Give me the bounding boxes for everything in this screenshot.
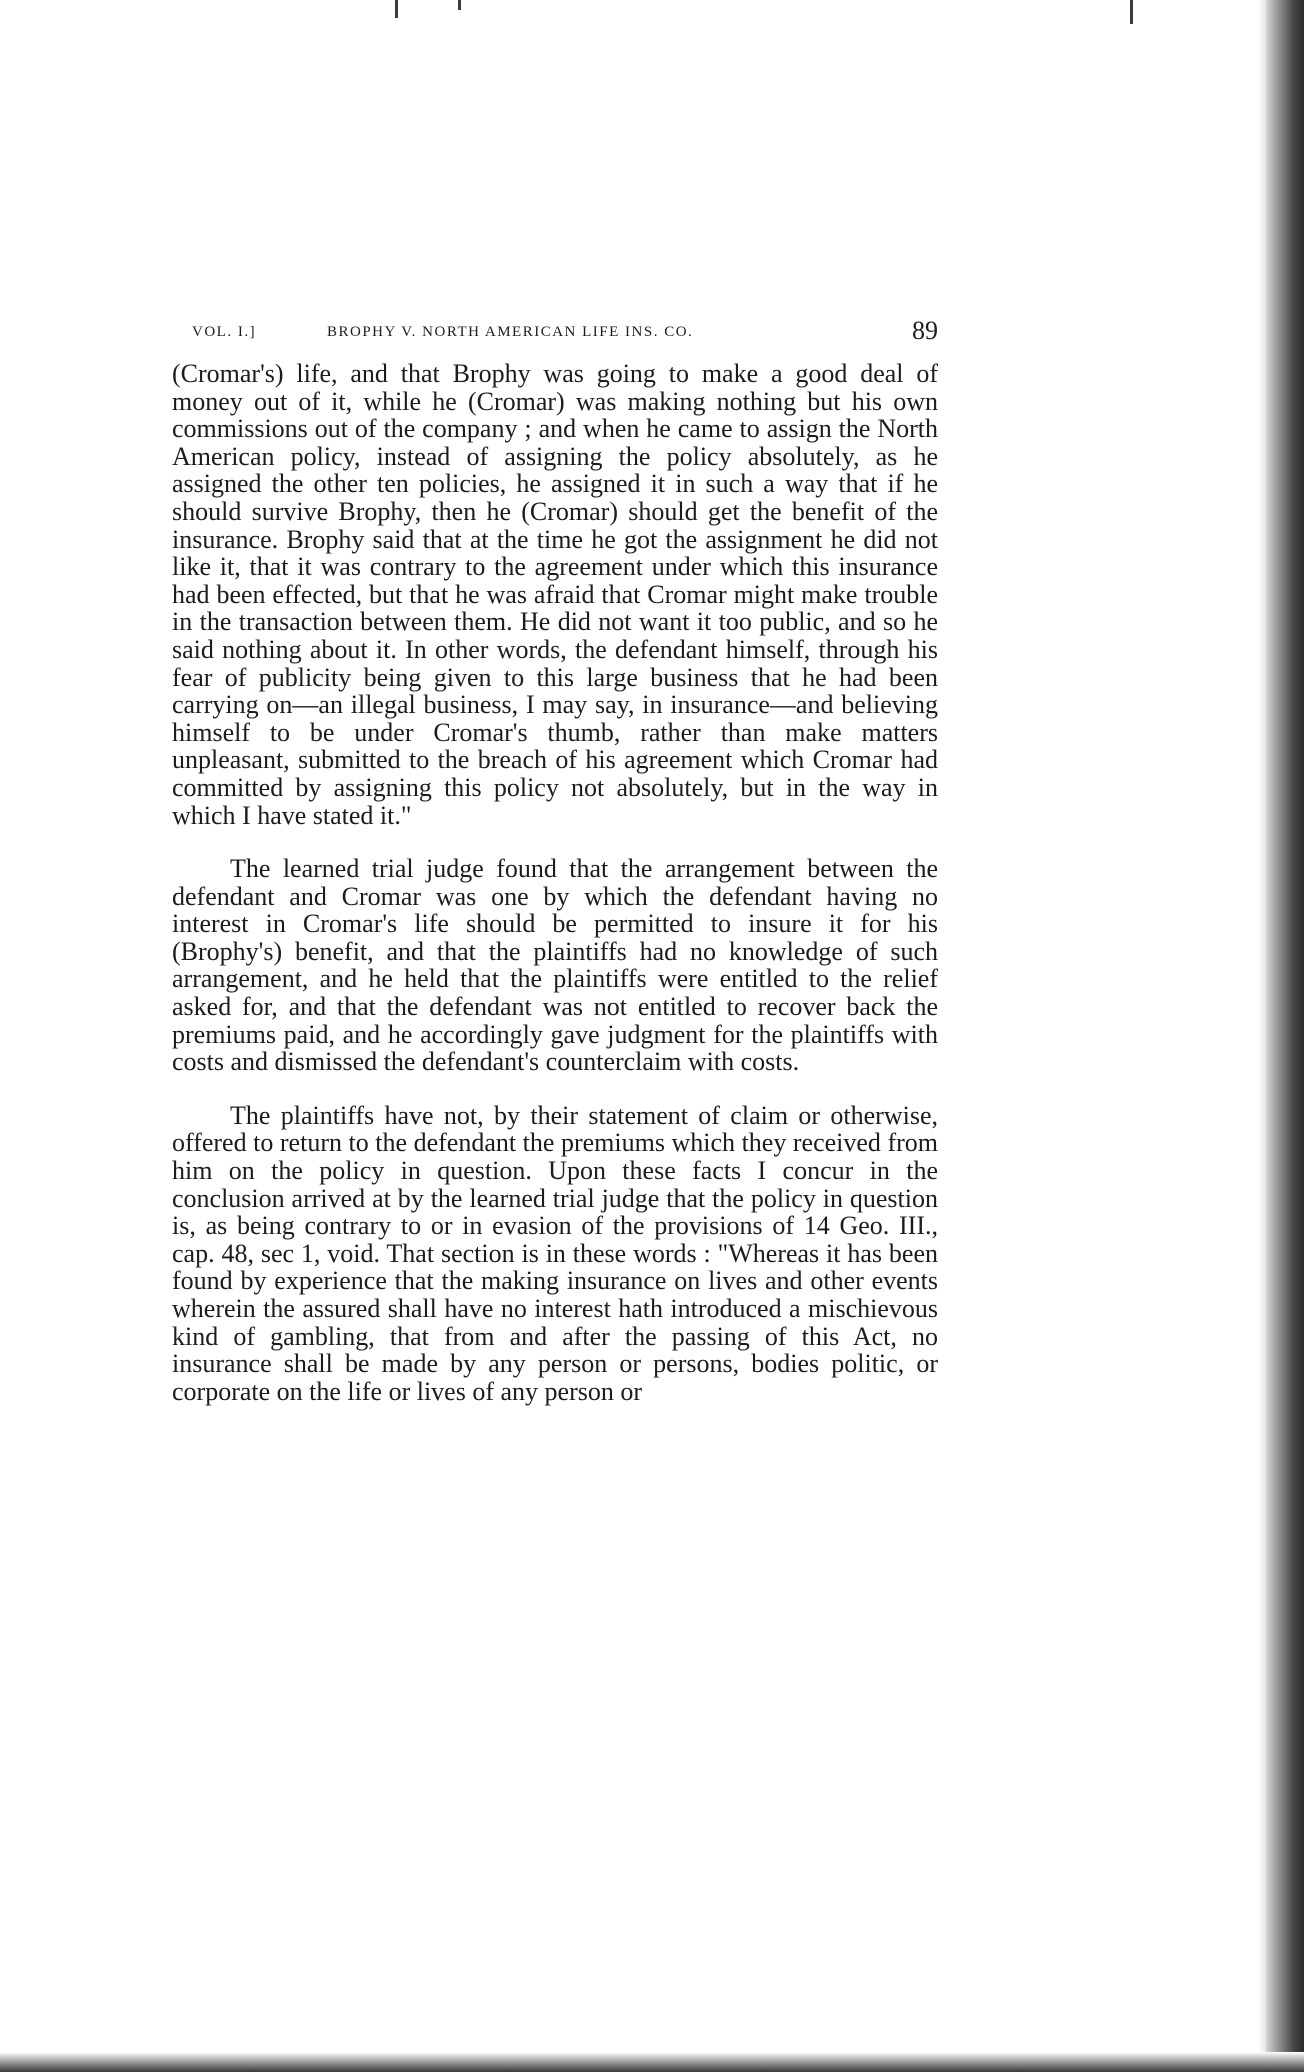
body-paragraph: (Cromar's) life, and that Brophy was going to make a good deal of money out of it, while he (Cromar) was making nothing but his own commissions out of the company ; and when he came to assign the North American policy, instead of assigning the policy absolutely, as he assigned the other ten policies, he assigned it in such a way that if he should survive Brophy, then he (Cromar) should get the benefit of the insurance. Brophy said that at the time he got the assignment he did not like it, that it was contrary to the agreement under which this insurance had been effected, but that he was afraid that Cromar might make trouble in the transaction between them. He did not want it too public, and so he said nothing about it. In other words, the defendant himself, through his fear of publicity being given to this large business that he had been carrying on—an illegal business, I may say, in insurance—and believing himself to be under Cromar's thumb, rather than make matters unpleasant, submitted to the breach of his agreement which Cromar had committed by assigning this policy not absolutely, but in the way in which I have stated it."	[172, 359, 938, 830]
scan-page-edge-bottom	[0, 2052, 1304, 2072]
page-number: 89	[912, 316, 938, 345]
book-page	[172, 316, 938, 1405]
paragraph-gap	[172, 1076, 938, 1102]
scan-page-edge-right	[1266, 0, 1304, 2072]
body-paragraph: The learned trial judge found that the arrangement between the defendant and Cromar was one by which the defendant having no interest in Cromar's life should be permitted to insure it for his (Brophy's) benefit, and that the plaintiffs had no knowledge of such arrangement, and he held that the plaintiffs were entitled to the relief asked for, and that the defendant was not entitled to recover back the premiums paid, and he accordingly gave judgment for the plaintiffs with costs and dismissed the defendant's counterclaim with costs.	[172, 854, 938, 1077]
scan-mark	[458, 0, 461, 10]
scan-page-edge-inner	[1258, 0, 1266, 2072]
volume-label: VOL. I.]	[192, 324, 257, 340]
scan-mark	[1130, 0, 1133, 24]
paragraph-gap	[172, 829, 938, 855]
running-head	[172, 316, 938, 356]
body-paragraph: The plaintiffs have not, by their statement of claim or otherwise, offered to return to the defendant the premiums which they received from him on the policy in question. Upon these facts I concur in the conclusion arrived at by the learned trial judge that the policy in question is, as being contrary to or in evasion of the provisions of 14 Geo. III., cap. 48, sec 1, void. That section is in these words : "Whereas it has been found by experience that the making insurance on lives and other events wherein the assured shall have no interest hath introduced a mischievous kind of gambling, that from and after the passing of this Act, no insurance shall be made by any person or persons, bodies politic, or corporate on the life or lives of any person or	[172, 1100, 938, 1406]
scan-mark	[395, 0, 398, 18]
case-title: BROPHY V. NORTH AMERICAN LIFE INS. CO.	[327, 324, 694, 340]
